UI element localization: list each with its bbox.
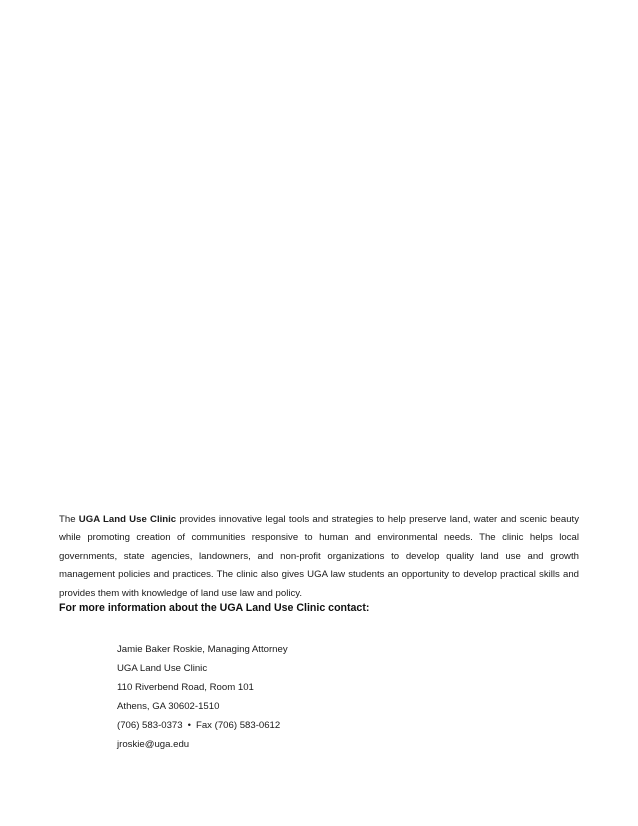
contact-email[interactable]: jroskie@uga.edu (117, 739, 190, 750)
contact-name-title: Jamie Baker Roskie, Managing Attorney (117, 644, 288, 655)
clinic-description (59, 511, 579, 603)
contact-organization: UGA Land Use Clinic (117, 663, 208, 674)
contact-details (117, 640, 517, 754)
contact-street-address: 110 Riverbend Road, Room 101 (117, 682, 254, 693)
intro-body: provides innovative legal tools and strategies to help preserve land, water and scenic beauty while promoting creation of communities responsive to human and environmental needs. The clinic helps local governments, state agencies, landowners, and non-profit organizations to develop quality land use and growth management policies and practices. The clinic also gives UGA law students an opportunity to develop practical skills and provides them with knowledge of land use law and policy. (59, 514, 579, 599)
contact-fax: Fax (706) 583-0612 (195, 720, 281, 731)
intro-lead: The (59, 514, 79, 525)
clinic-name: UGA Land Use Clinic (78, 514, 177, 525)
contact-phone: (706) 583-0373 (117, 720, 183, 731)
contact-phone-fax-line (117, 716, 517, 735)
contact-city-state-zip: Athens, GA 30602-1510 (117, 701, 220, 712)
contact-heading: For more information about the UGA Land Use Clinic contact: (59, 602, 370, 614)
bullet-separator: • (187, 720, 191, 731)
